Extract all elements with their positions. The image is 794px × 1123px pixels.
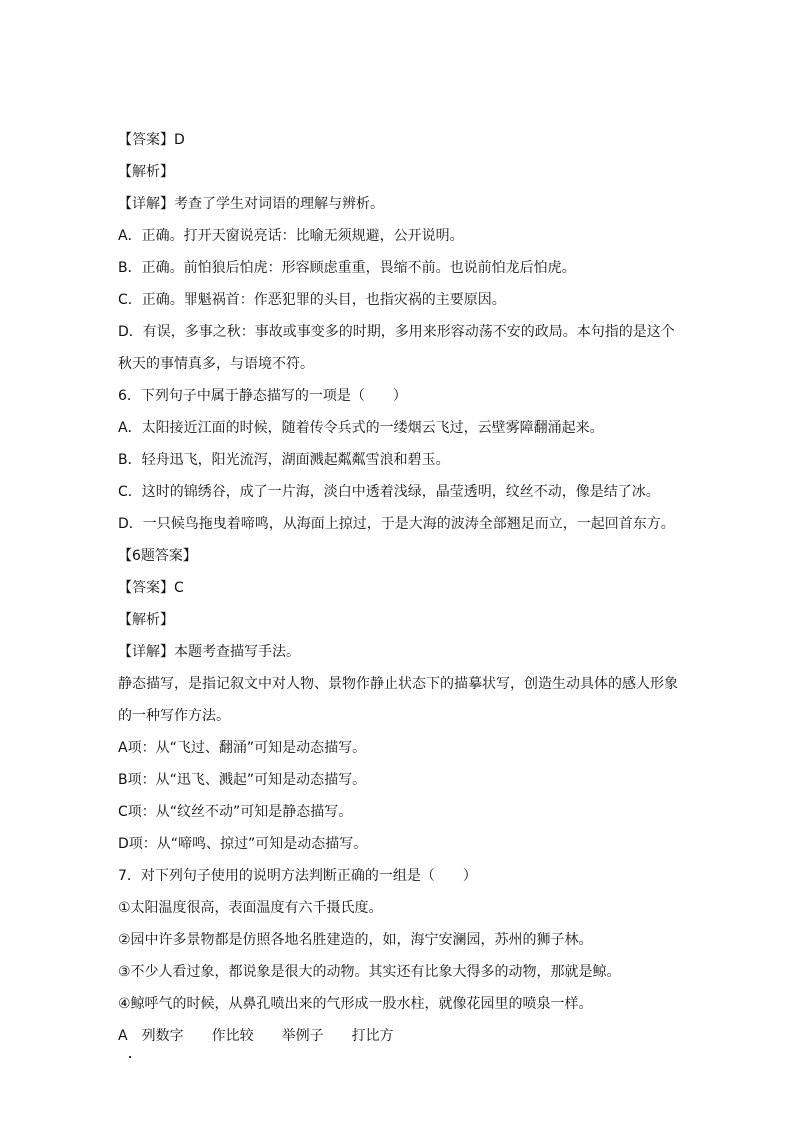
analysis-item-c: C项：从“纹丝不动”可知是静态描写。: [118, 804, 353, 820]
question-7-sentence-3: ③不少人看过象，都说象是很大的动物。其实还有比象大得多的动物，那就是鲸。: [118, 964, 621, 980]
answer-label-6: 【答案】C: [118, 580, 184, 596]
question-6-option-c: C．这时的锦绣谷，成了一片海，淡白中透着浅绿，晶莹透明，纹丝不动，像是结了冰。: [118, 484, 660, 500]
question-6-stem: 6．下列句子中属于静态描写的一项是（ ）: [118, 388, 407, 404]
analysis-item-d: D项：从“啼鸣、掠过”可知是动态描写。: [118, 836, 368, 852]
answer-label-5: 【答案】D: [118, 132, 185, 148]
detail-explanation-6: 【详解】本题考查描写手法。: [118, 644, 300, 660]
analysis-item-a: A项：从“飞过、翻涌”可知是动态描写。: [118, 740, 367, 756]
static-description-definition: 静态描写，是指记叙文中对人物、景物作静止状态下的描摹状写，创造生动具体的感人形象: [118, 676, 678, 692]
analysis-label-5: 【解析】: [118, 164, 174, 180]
question-7-sentence-2: ②园中许多景物都是仿照各地名胜建造的，如，海宁安澜园，苏州的狮子林。: [118, 932, 593, 948]
detail-explanation-5: 【详解】考查了学生对词语的理解与辨析。: [118, 196, 384, 212]
question-7-sentence-4: ④鲸呼气的时候，从鼻孔喷出来的气形成一股水柱，就像花园里的喷泉一样。: [118, 996, 593, 1012]
analysis-label-6: 【解析】: [118, 612, 174, 628]
explanation-option-d: D．有误，多事之秋：事故或事变多的时期，多用来形容动荡不安的政局。本句指的是这个: [118, 324, 675, 340]
question-6-option-a: A．太阳接近江面的时候，随着传令兵式的一缕烟云飞过，云壁雾障翻涌起来。: [118, 420, 604, 436]
explanation-option-d-cont: 秋天的事情真多，与语境不符。: [118, 356, 314, 372]
question-7-stem: 7．对下列句子使用的说明方法判断正确的一组是（ ）: [118, 868, 477, 884]
question-6-answer-heading: 【6题答案】: [118, 548, 197, 564]
question-7-sentence-1: ①太阳温度很高，表面温度有六千摄氏度。: [118, 900, 383, 916]
question-6-option-b: B．轻舟迅飞，阳光流泻，湖面溅起粼粼雪浪和碧玉。: [118, 452, 450, 468]
question-7-option-a: A 列数字 作比较 举例子 打比方: [118, 1028, 394, 1044]
explanation-option-b: B．正确。前怕狼后怕虎：形容顾虑重重，畏缩不前。也说前怕龙后怕虎。: [118, 260, 576, 276]
stray-dot-mark: [129, 1056, 131, 1058]
explanation-option-c: C．正确。罪魁祸首：作恶犯罪的头目，也指灾祸的主要原因。: [118, 292, 506, 308]
question-6-option-d: D．一只候鸟拖曳着啼鸣，从海面上掠过，于是大海的波涛全部翘足而立，一起回首东方。: [118, 516, 675, 532]
explanation-option-a: A．正确。打开天窗说亮话：比喻无须规避，公开说明。: [118, 228, 464, 244]
static-description-definition-cont: 的一种写作方法。: [118, 708, 230, 724]
analysis-item-b: B项：从“迅飞、溅起”可知是动态描写。: [118, 772, 367, 788]
